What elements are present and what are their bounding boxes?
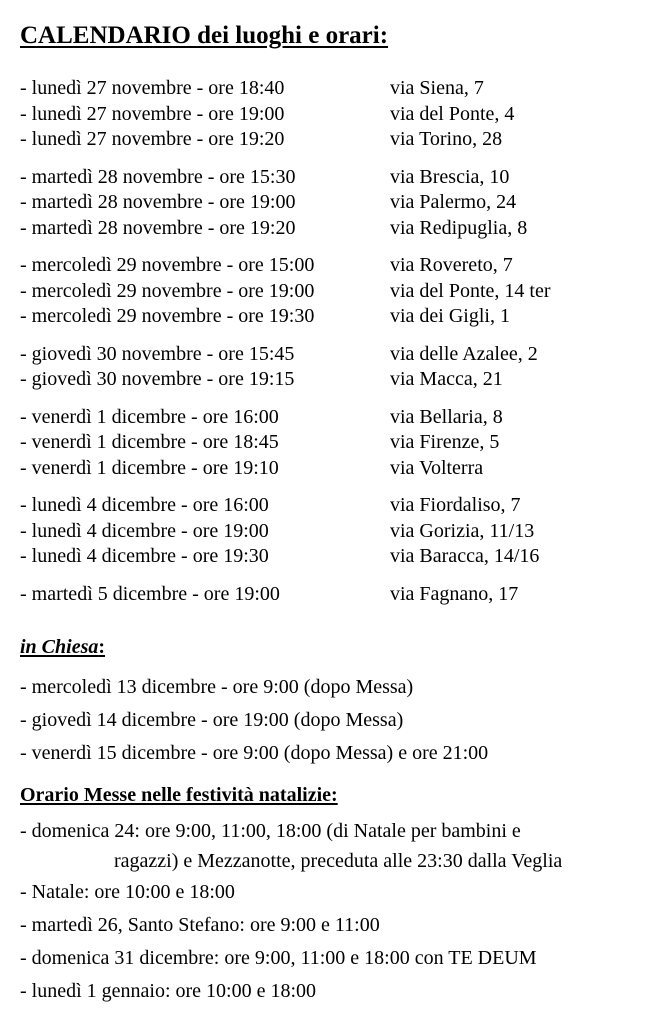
schedule-where: via Gorizia, 11/13 <box>390 519 535 542</box>
schedule-row <box>20 493 660 519</box>
schedule-row <box>20 102 660 128</box>
schedule-when: - venerdì 1 dicembre - ore 16:00 <box>20 405 279 428</box>
chiesa-list <box>20 674 660 773</box>
messe-heading: Orario Messe nelle festività natalizie: <box>20 784 338 806</box>
messe-item: - martedì 26, Santo Stefano: ore 9:00 e 11:00 <box>20 914 380 936</box>
messe-item: - domenica 31 dicembre: ore 9:00, 11:00 e 18:00 con TE DEUM <box>20 947 537 969</box>
schedule-list <box>20 76 660 619</box>
calendar-title: CALENDARIO dei luoghi e orari: <box>20 22 389 49</box>
schedule-row <box>20 279 660 305</box>
schedule-where: via Bellaria, 8 <box>390 405 503 428</box>
schedule-row <box>20 253 660 279</box>
schedule-row <box>20 342 660 368</box>
schedule-group-martedi-5 <box>20 582 660 608</box>
schedule-row <box>20 582 660 608</box>
schedule-when: - giovedì 30 novembre - ore 19:15 <box>20 368 295 390</box>
schedule-group-lunedi-4 <box>20 493 660 570</box>
schedule-where: via Firenze, 5 <box>390 431 500 453</box>
schedule-when: - lunedì 4 dicembre - ore 16:00 <box>20 494 269 516</box>
chiesa-heading <box>20 636 105 659</box>
schedule-row <box>20 127 660 153</box>
schedule-where: via Redipuglia, 8 <box>390 216 528 239</box>
chiesa-heading-colon: : <box>98 636 106 658</box>
schedule-when: - mercoledì 29 novembre - ore 19:00 <box>20 279 315 302</box>
schedule-where: via del Ponte, 4 <box>390 102 515 125</box>
schedule-group-venerdi-1 <box>20 405 660 482</box>
schedule-row <box>20 544 660 570</box>
schedule-group-lunedi-27 <box>20 76 660 153</box>
schedule-when: - lunedì 4 dicembre - ore 19:00 <box>20 519 269 542</box>
schedule-group-giovedi-30 <box>20 342 660 393</box>
schedule-when: - mercoledì 29 novembre - ore 15:00 <box>20 254 315 276</box>
schedule-row <box>20 430 660 456</box>
messe-item: - lunedì 1 gennaio: ore 10:00 e 18:00 <box>20 980 317 1002</box>
schedule-when: - lunedì 27 novembre - ore 18:40 <box>20 77 285 99</box>
schedule-where: via Palermo, 24 <box>390 191 517 213</box>
schedule-where: via Macca, 21 <box>390 368 503 390</box>
schedule-where: via Fagnano, 17 <box>390 582 519 605</box>
schedule-when: - mercoledì 29 novembre - ore 19:30 <box>20 305 315 327</box>
schedule-when: - lunedì 27 novembre - ore 19:00 <box>20 102 285 125</box>
messe-item: - Natale: ore 10:00 e 18:00 <box>20 881 235 903</box>
schedule-where: via del Ponte, 14 ter <box>390 279 551 302</box>
chiesa-item: - venerdì 15 dicembre - ore 9:00 (dopo Messa) e ore 21:00 <box>20 742 489 764</box>
schedule-group-martedi-28 <box>20 165 660 242</box>
schedule-where: via delle Azalee, 2 <box>390 342 538 365</box>
schedule-row <box>20 76 660 102</box>
schedule-row <box>20 190 660 216</box>
schedule-where: via Torino, 28 <box>390 128 503 150</box>
schedule-row <box>20 165 660 191</box>
messe-item-continuation: ragazzi) e Mezzanotte, preceduta alle 23:30 dalla Veglia <box>114 850 563 872</box>
messe-item-line: - domenica 24: ore 9:00, 11:00, 18:00 (di Natale per bambini e <box>20 820 521 842</box>
schedule-row <box>20 216 660 242</box>
schedule-row <box>20 367 660 393</box>
schedule-row <box>20 304 660 330</box>
schedule-when: - martedì 28 novembre - ore 15:30 <box>20 165 296 188</box>
schedule-row <box>20 519 660 545</box>
schedule-when: - martedì 28 novembre - ore 19:20 <box>20 216 296 239</box>
schedule-when: - martedì 28 novembre - ore 19:00 <box>20 191 296 213</box>
schedule-where: via Brescia, 10 <box>390 165 510 188</box>
schedule-when: - giovedì 30 novembre - ore 15:45 <box>20 342 295 365</box>
schedule-where: via Fiordaliso, 7 <box>390 494 521 516</box>
chiesa-item: - mercoledì 13 dicembre - ore 9:00 (dopo Messa) <box>20 676 414 698</box>
chiesa-heading-text: in Chiesa <box>20 636 99 658</box>
schedule-when: - lunedì 4 dicembre - ore 19:30 <box>20 545 269 567</box>
schedule-when: - venerdì 1 dicembre - ore 19:10 <box>20 456 279 479</box>
schedule-group-mercoledi-29 <box>20 253 660 330</box>
schedule-row <box>20 456 660 482</box>
schedule-where: via Baracca, 14/16 <box>390 545 540 567</box>
schedule-when: - venerdì 1 dicembre - ore 18:45 <box>20 431 279 453</box>
schedule-where: via Rovereto, 7 <box>390 254 513 276</box>
schedule-row <box>20 405 660 431</box>
schedule-where: via dei Gigli, 1 <box>390 305 510 327</box>
messe-list <box>20 816 660 1011</box>
messe-item <box>20 816 660 876</box>
chiesa-item: - giovedì 14 dicembre - ore 19:00 (dopo Messa) <box>20 709 404 731</box>
schedule-when: - lunedì 27 novembre - ore 19:20 <box>20 128 285 150</box>
schedule-where: via Siena, 7 <box>390 77 484 99</box>
schedule-when: - martedì 5 dicembre - ore 19:00 <box>20 582 280 605</box>
schedule-where: via Volterra <box>390 456 484 479</box>
